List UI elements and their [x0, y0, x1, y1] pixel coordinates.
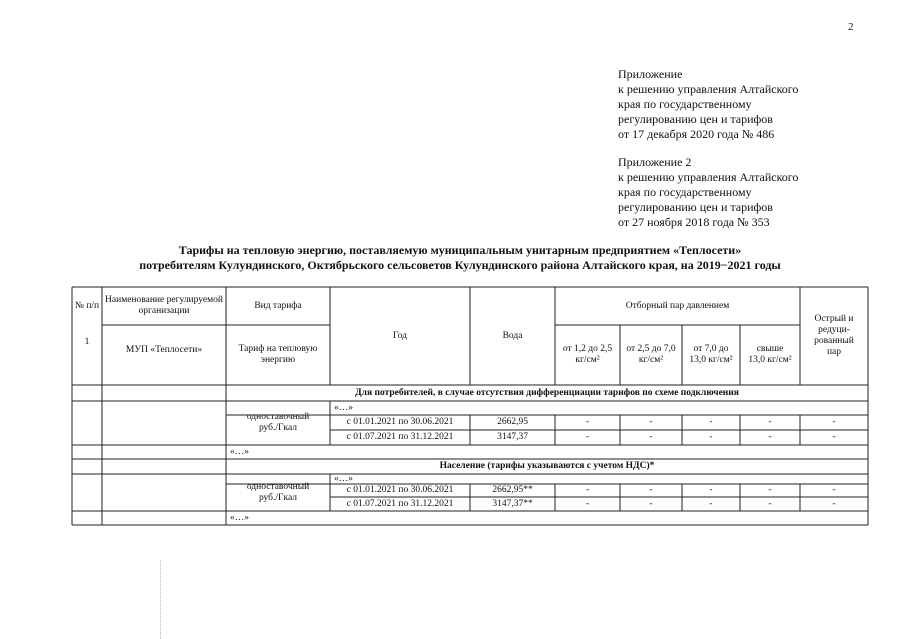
section-2-ellipsis-bottom: «…» — [230, 512, 249, 523]
s2-r1-p3: - — [709, 485, 713, 495]
header-pressure-1: от 1,2 до 2,5 кг/см² — [562, 344, 613, 365]
scan-artifact-divider — [160, 560, 163, 639]
s1-r1-p3: - — [709, 417, 713, 427]
s2-r1-water: 2662,95** — [492, 485, 533, 495]
section-2-tariff-label: одноставочный руб./Гкал — [246, 481, 310, 503]
section-2-ellipsis-top: «…» — [334, 473, 353, 484]
header-steam-group: Отборный пар давлением — [625, 300, 730, 311]
title-line-2: потребителям Кулундинского, Октябрьского сельсоветов Кулундинского района Алтайского края, на 2019−2021 годы — [139, 258, 781, 272]
row-number: 1 — [84, 337, 90, 347]
s2-r2-water: 3147,37** — [492, 498, 533, 509]
s1-r1-water: 2662,95 — [497, 417, 528, 427]
s2-r1-period: с 01.01.2021 по 30.06.2021 — [346, 485, 454, 495]
s1-r1-sharp: - — [832, 417, 836, 427]
org-name: МУП «Теплосети» — [125, 344, 203, 355]
appendix-line: от 17 декабря 2020 года № 486 — [618, 127, 775, 141]
appendix-line: Приложение 2 — [618, 155, 692, 169]
tariff-type-value: Тариф на тепловую энергию — [238, 344, 318, 365]
page-number: 2 — [848, 21, 854, 33]
header-sharp-steam: Острый и редуци-рованный пар — [814, 314, 854, 357]
header-pressure-2: от 2,5 до 7,0 кг/см² — [626, 344, 676, 365]
header-num: № п/п — [74, 300, 100, 311]
section-1-tariff-label: одноставочный руб./Гкал — [246, 412, 310, 433]
s2-r2-p2: - — [649, 498, 653, 509]
section-1-ellipsis-bottom: «…» — [230, 446, 249, 457]
header-org: Наименование регулируемой организации — [105, 295, 223, 316]
appendix-line: регулированию цен и тарифов — [618, 112, 773, 126]
title-line-1: Тарифы на тепловую энергию, поставляемую муниципальным унитарным предприятием «Теплосети» — [178, 243, 742, 257]
header-pressure-3: от 7,0 до 13,0 кг/см² — [689, 344, 733, 365]
s1-r2-p2: - — [649, 432, 653, 442]
section-1-title: Для потребителей, в случае отсутствия дифференциации тарифов по схеме подключения — [355, 387, 739, 398]
section-2-title: Население (тарифы указываются с учетом НДС)* — [439, 461, 655, 471]
s1-r1-p2: - — [649, 417, 653, 427]
s1-r2-p4: - — [768, 432, 772, 442]
appendix-line: от 27 ноября 2018 года № 353 — [618, 215, 770, 229]
s2-r2-sharp: - — [832, 498, 836, 509]
appendix-line: к решению управления Алтайского — [618, 82, 799, 96]
s2-r2-period: с 01.07.2021 по 31.12.2021 — [346, 498, 454, 509]
s2-r1-p2: - — [649, 485, 653, 495]
header-tariff-type: Вид тарифа — [254, 300, 302, 311]
s2-r2-p3: - — [709, 498, 713, 509]
s1-r1-p1: - — [585, 417, 590, 427]
appendix-line: Приложение — [618, 67, 683, 81]
s1-r1-p4: - — [768, 417, 772, 427]
s1-r2-water: 3147,37 — [497, 432, 528, 442]
s2-r2-p4: - — [768, 498, 772, 509]
s1-r1-period: с 01.01.2021 по 30.06.2021 — [346, 417, 454, 427]
s2-r1-p4: - — [768, 485, 772, 495]
header-pressure-4: свыше 13,0 кг/см² — [748, 344, 792, 365]
s2-r1-sharp: - — [832, 485, 836, 495]
s2-r2-p1: - — [585, 498, 590, 509]
header-year: Год — [393, 330, 407, 341]
s1-r2-p1: - — [585, 432, 590, 442]
header-water: Вода — [502, 330, 523, 341]
s2-r1-p1: - — [585, 485, 590, 495]
section-1-ellipsis-top: «…» — [334, 402, 353, 413]
appendix-line: края по государственному — [618, 185, 752, 199]
appendix-line: края по государственному — [618, 97, 752, 111]
s1-r2-period: с 01.07.2021 по 31.12.2021 — [346, 432, 454, 442]
s1-r2-sharp: - — [832, 432, 836, 442]
s1-r2-p3: - — [709, 432, 713, 442]
appendix-line: к решению управления Алтайского — [618, 170, 799, 184]
appendix-line: регулированию цен и тарифов — [618, 200, 773, 214]
